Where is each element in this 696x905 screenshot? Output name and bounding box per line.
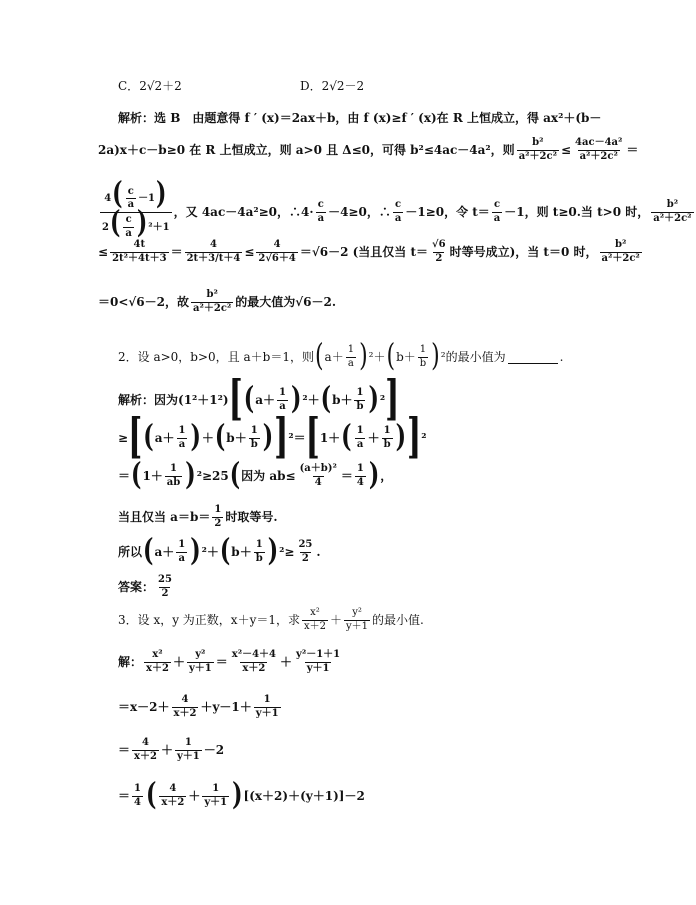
solution-text: 因为 ab≤ [241,469,296,483]
q2-solution-line4: 当且仅当 a＝b＝ 1 2 时取等号. [118,504,278,529]
le-sign: ≤ [98,245,109,259]
q2-solution-line2: ≥ [ ( a＋ 1 a ) ＋ ( b＋ 1 b ) ] ² ＝ [ 1＋ ( 1 a ＋ 1 b ) ] ² [118,409,427,466]
fraction-b2: b² a²＋2c² [601,239,640,264]
solution-text: －2 [203,743,225,757]
le-sign: ≤ [560,143,572,157]
solution-text: ＋y－1＋ [200,700,252,714]
q3-solution-line2: ＝x－2＋ 4 x＋2 ＋y－1＋ 1 y＋1 [118,694,279,719]
fraction-4t: $\frac{4t}{\text{2t²＋4t＋3}}$ [112,239,167,264]
fraction-ca: c a [317,199,325,224]
answer-label: 答案： [118,580,155,594]
fraction-b2: b² a²＋2c² [653,199,692,224]
solution-text: ＝x－2＋ [118,700,170,714]
fraction-25-2: $\frac{25}{2}$ [298,539,313,564]
question-text: 3．设 x，y 为正数，x＋y＝1，求 [118,613,300,627]
option-d-label: D． [300,79,322,93]
eq-sign: ＝ [170,245,183,259]
question-text: 2．设 a>0，b>0，且 a＋b＝1，则 [118,350,314,364]
fraction-ca: c a [493,199,501,224]
question-text: 的最小值为 [445,350,506,364]
le-sign: ≤ [244,245,255,259]
q1-solution-line4 [98,240,644,264]
eq-sign: ＝ [626,143,639,157]
ge-sign: ≥ [118,431,129,445]
solution-text: ，又 4ac－4a²≥0，∴4· [173,205,314,219]
fraction-4ac: $\frac{\text{4ac－4a²}}{\text{a²＋2c²}}$ [575,137,623,162]
solution-text: 时取等号. [225,510,278,524]
question-text: 的最小值. [372,613,424,627]
solution-text: 时等号成立)，当 t＝0 时， [449,245,598,259]
solution-text: ＝0<√6－2，故 [98,295,189,309]
solution-text: －4≥0，∴ [328,205,391,219]
ge-sign: ≥ [284,545,295,559]
q3-solution-line1: 解： x² x＋2 ＋ y² y＋1 ＝ x²－4＋4 x＋2 ＋ y²－1＋1 y＋1 [118,649,341,674]
q2-solution-line5: 所以 ( a＋ 1 a ) ²＋ ( b＋ 1 b ) ² ≥ $\frac{25}{2}$ . [118,532,321,569]
fraction-ab-sq: $\frac{\text{(a＋b)²}}{4}$ [299,463,337,488]
option-d [300,80,364,92]
fraction-4-2t: $\frac{4}{2t+3/t+4}$ [186,239,241,264]
solution-text: ， [380,469,393,483]
fraction-4ca: 4( $\frac{c}{a}$ －1) 2( $\frac{c}{a}$ )²＋1 [102,175,170,241]
option-c-value: 2√2＋2 [139,79,182,93]
option-c-label: C． [118,79,140,93]
fraction-ca: c a [394,199,402,224]
answer-blank [508,351,558,364]
q2-stem: 2．设 a>0，b>0，且 a＋b＝1，则 ( a＋ 1 a ) ²＋ ( b＋ 1 b ) ² 的最小值为 . [118,338,564,374]
solution-text: ≥25 [201,469,229,483]
solution-text: 2a)x＋c－b≥0 在 R 上恒成立，则 a>0 且 Δ≤0，可得 b²≤4ac－4a²，则 [98,143,515,157]
q2-solution-line3: ＝ ( 1＋ 1 ab ) ² ≥25 ( 因为 ab≤ $\frac{\text{(a＋b)²}}{4}$ ＝ 1 4 ) ， [118,456,393,493]
solution-text: －1，则 t≥0.当 t>0 时， [504,205,650,219]
question-text: . [559,350,564,364]
solution-label: 解析： [118,111,155,125]
q3-stem: 3．设 x，y 为正数，x＋y＝1，求 x² x＋2 ＋ y² y＋1 的最小值. [118,607,424,632]
solution-text: 所以 [118,545,143,559]
q3-solution-line3: ＝ 4 x＋2 ＋ 1 y＋1 －2 [118,737,225,762]
q2-solution-line1: 解析： 因为(1²＋1²) [ ( a＋ 1 a ) ²＋ ( b＋ 1 b ) ² ] [118,371,400,428]
fraction-b2: b² a²＋2c² [193,289,232,314]
q1-solution-line2 [98,138,638,162]
solution-label: 解： [118,655,143,669]
option-c [118,80,182,92]
solution-text: 因为(1²＋1²) [154,393,229,407]
fraction-b2: $\frac{\text{b²}}{\text{a²＋2c²}}$ [518,137,557,162]
q1-solution-line5 [98,290,336,314]
q1-solution-line1 [118,112,601,124]
q1-solution-line3 [98,175,696,241]
fraction-sqrt6-2: √6 2 [432,239,446,264]
q3-solution-line4: ＝ 1 4 ( 4 x＋2 ＋ 1 y＋1 ) [(x＋2)＋(y＋1)]－2 [118,776,365,813]
option-d-value: 2√2－2 [321,79,365,93]
eq-sign: ＝ [340,469,353,483]
solution-text: －1≥0，令 t＝ [405,205,490,219]
solution-text: 当且仅当 a＝b＝ [118,510,211,524]
solution-text: 的最大值为√6－2. [235,295,337,309]
solution-text: ＝√6－2 (当且仅当 t＝ [299,245,429,259]
eq-sign: ＝ [293,431,306,445]
fraction-4-sqrt6: $\frac{4}{2√6+4}$ [258,239,296,264]
solution-text: [(x＋2)＋(y＋1)]－2 [243,789,365,803]
q2-answer [118,575,176,599]
solution-label: 解析： [118,393,155,407]
solution-text: 选 B 由题意得 f ′ (x)＝2ax＋b，由 f (x)≥f ′ (x)在 R 上恒成立，得 ax²＋(b－ [154,111,602,125]
answer-value: 25 2 [158,574,172,599]
